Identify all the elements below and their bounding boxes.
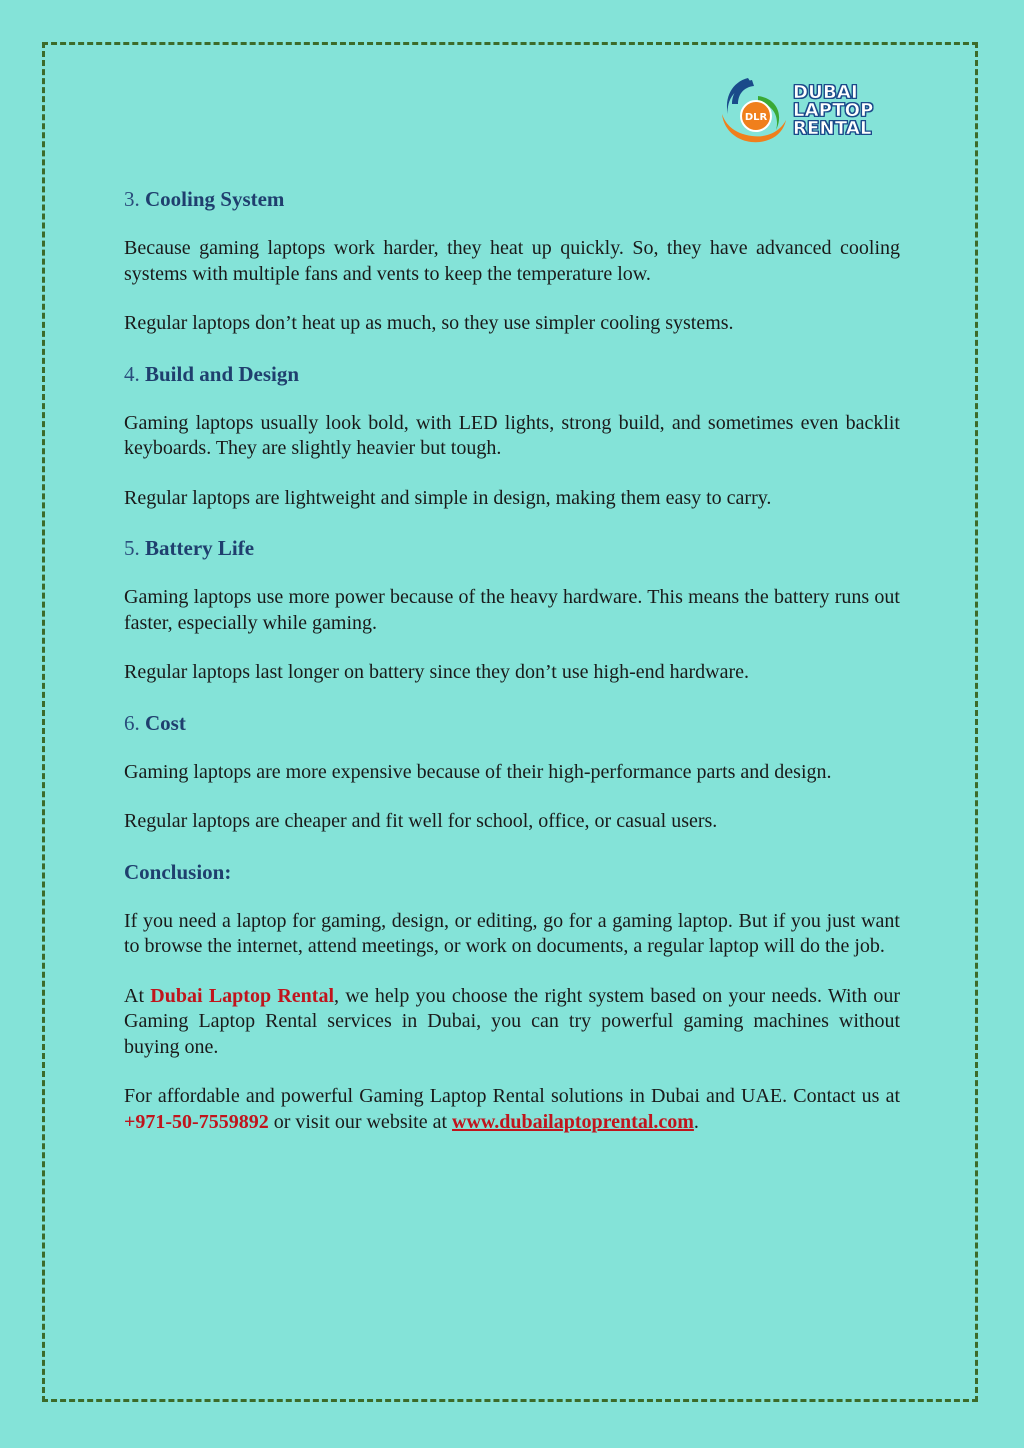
logo-word-2: LAPTOP [793, 100, 874, 121]
paragraph: If you need a laptop for gaming, design, or editing, go for a gaming laptop. But if you just want to browse the internet, attend meetings, or work on documents, a regular laptop will do the job. [124, 909, 900, 957]
paragraph: Regular laptops are lightweight and simple in design, making them easy to carry. [124, 486, 772, 509]
text-run: For affordable and powerful Gaming Laptop Rental solutions in Dubai and UAE. Contact us at [124, 1085, 900, 1107]
logo-wordmark [793, 84, 885, 138]
paragraph [124, 984, 900, 1061]
section-title: Conclusion: [124, 859, 232, 884]
section-title: Battery Life [145, 536, 255, 560]
brand-name: Dubai Laptop Rental [150, 984, 335, 1007]
section-number: 4. [124, 361, 140, 386]
section-number: 3. [124, 187, 140, 211]
phone-number[interactable]: +971-50-7559892 [124, 1110, 269, 1133]
section-title: Cost [145, 710, 186, 735]
section-heading-battery [124, 535, 900, 561]
company-logo[interactable] [718, 74, 888, 146]
section-number: 5. [124, 536, 140, 560]
section-title: Cooling System [145, 187, 285, 211]
text-run: or visit our website at [268, 1110, 453, 1133]
paragraph: Regular laptops don’t heat up as much, so they use simpler cooling systems. [124, 312, 734, 334]
section-heading-cooling [124, 186, 900, 212]
paragraph: Gaming laptops use more power because of the heavy hardware. This means the battery runs out faster, especially while gaming. [124, 586, 900, 634]
text-run: . [693, 1110, 699, 1133]
text-run: At [124, 984, 151, 1007]
paragraph: Regular laptops last longer on battery since they don’t use high-end hardware. [124, 661, 750, 683]
paragraph: Because gaming laptops work harder, they heat up quickly. So, they have advanced cooling systems with multiple fans and vents to keep the temperature low. [124, 237, 900, 285]
paragraph: Gaming laptops usually look bold, with LED lights, strong build, and sometimes even backlit keyboards. They are slightly heavier but tough. [124, 411, 900, 459]
paragraph: Regular laptops are cheaper and fit well for school, office, or casual users. [124, 810, 718, 832]
text-run: , we help you choose the right system based on your needs. With our Gaming Laptop Rental services in Dubai, you can try powerful gaming machines without buying one. [124, 984, 901, 1058]
document-body [124, 186, 900, 1159]
logo-word-1: DUBAI [793, 82, 858, 103]
logo-word-3: RENTAL [793, 118, 872, 139]
conclusion-heading [124, 859, 900, 885]
section-heading-cost [124, 710, 900, 736]
paragraph: Gaming laptops are more expensive because of their high-performance parts and design. [124, 760, 832, 783]
section-number: 6. [124, 710, 140, 735]
section-title: Build and Design [145, 361, 300, 386]
website-link[interactable]: www.dubailaptoprental.com [452, 1110, 694, 1133]
section-heading-build [124, 361, 900, 387]
dlr-logo-icon [718, 74, 798, 146]
paragraph [124, 1084, 900, 1135]
logo-initials: DLR [744, 112, 768, 123]
